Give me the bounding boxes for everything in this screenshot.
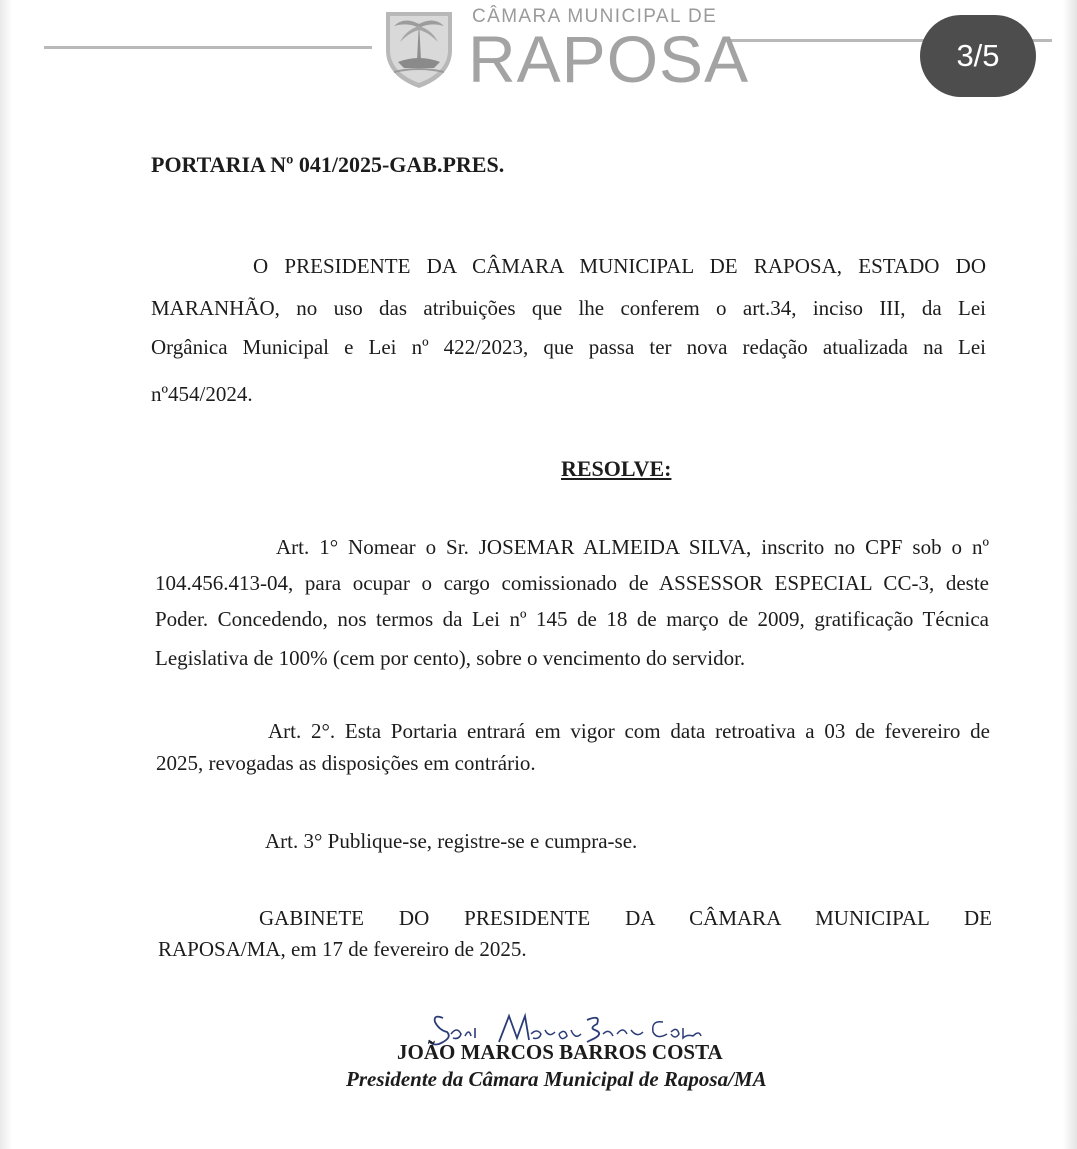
page-edge-right	[1063, 0, 1077, 1149]
municipal-crest-icon	[380, 4, 458, 90]
art1-line-3: Poder. Concedendo, nos termos da Lei nº 145 de 18 de março de 2009, gratificação Técnica	[155, 607, 989, 631]
closing-line-1: GABINETE DO PRESIDENTE DA CÂMARA MUNICIPAL DE	[259, 906, 992, 930]
preamble-line-4: nº454/2024.	[151, 382, 253, 406]
art1-line-1: Art. 1° Nomear o Sr. JOSEMAR ALMEIDA SILVA, inscrito no CPF sob o nº	[276, 535, 989, 559]
closing-line-2: RAPOSA/MA, em 17 de fevereiro de 2025.	[158, 937, 527, 961]
page-edge-left	[0, 0, 12, 1149]
preamble-line-2: MARANHÃO, no uso das atribuições que lhe conferem o art.34, inciso III, da Lei	[151, 296, 986, 320]
signer-name: JOÃO MARCOS BARROS COSTA	[397, 1040, 723, 1064]
letterhead-org-small: CÂMARA MUNICIPAL DE	[472, 6, 718, 27]
document-title: PORTARIA Nº 041/2025-GAB.PRES.	[151, 152, 505, 177]
page-indicator-badge: 3/5	[920, 15, 1036, 97]
art1-line-2: 104.456.413-04, para ocupar o cargo comissionado de ASSESSOR ESPECIAL CC-3, deste	[155, 571, 989, 595]
art3-line: Art. 3° Publique-se, registre-se e cumpra-se.	[265, 829, 638, 853]
preamble-line-3: Orgânica Municipal e Lei nº 422/2023, que passa ter nova redação atualizada na Lei	[151, 335, 986, 359]
letterhead-org-name: RAPOSA	[468, 22, 750, 96]
resolve-heading: RESOLVE:	[561, 456, 672, 481]
art2-line-1: Art. 2°. Esta Portaria entrará em vigor com data retroativa a 03 de fevereiro de	[268, 719, 990, 743]
header-rule-left	[44, 46, 372, 49]
art2-line-2: 2025, revogadas as disposições em contrário.	[156, 751, 536, 775]
art1-line-4: Legislativa de 100% (cem por cento), sobre o vencimento do servidor.	[155, 646, 746, 670]
signer-role: Presidente da Câmara Municipal de Raposa/MA	[346, 1067, 767, 1091]
preamble-line-1: O PRESIDENTE DA CÂMARA MUNICIPAL DE RAPOSA, ESTADO DO	[253, 254, 986, 278]
